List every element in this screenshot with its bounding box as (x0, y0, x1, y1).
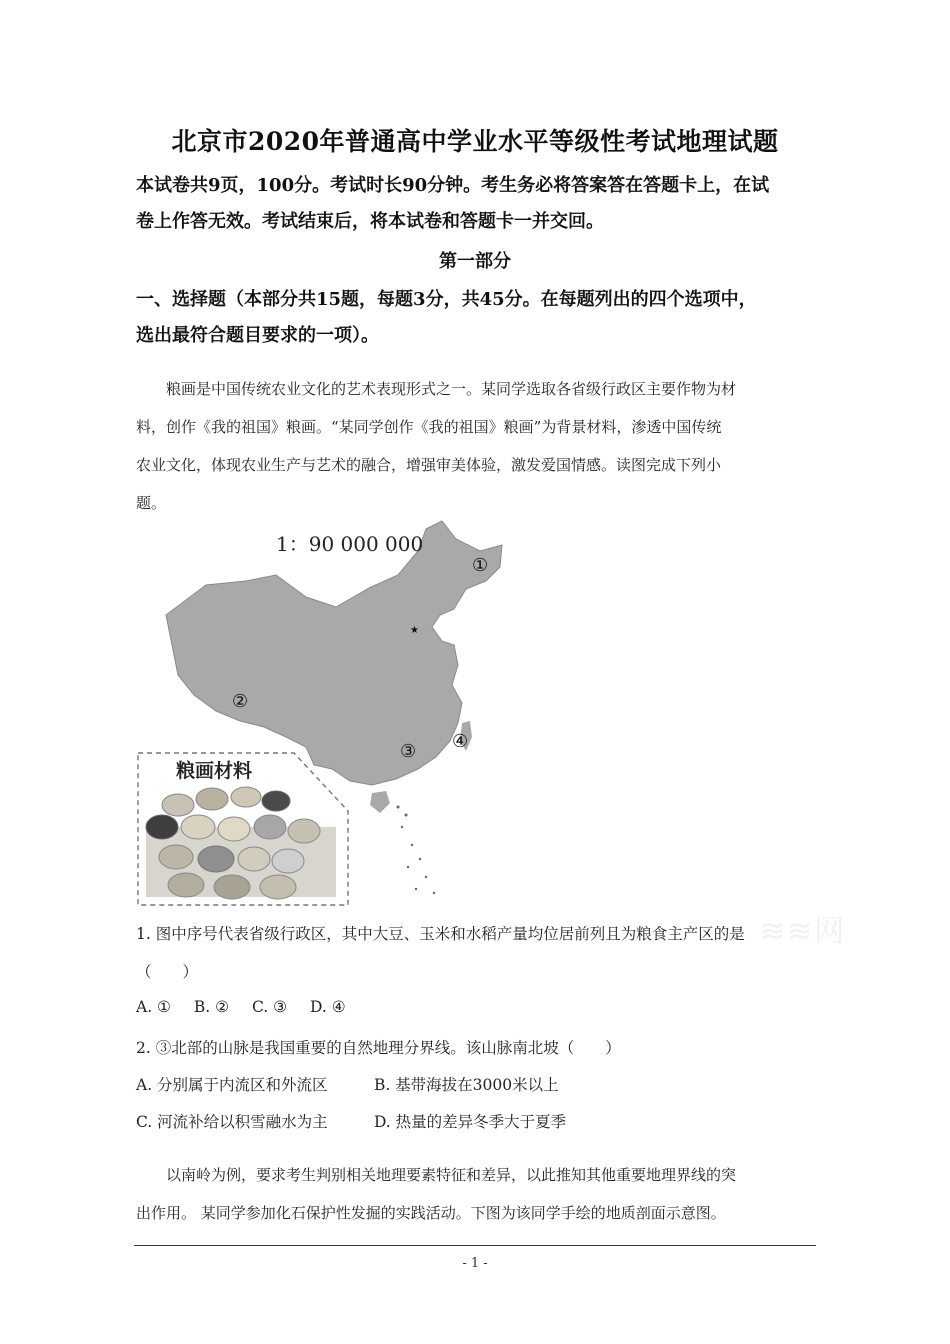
footer-divider (134, 1245, 816, 1246)
china-map-figure (136, 515, 516, 910)
question-2-options-row2 (136, 1110, 566, 1132)
option-d[interactable]: D. 热量的差异冬季大于夏季 (373, 1113, 567, 1131)
marker-4: ④ (452, 731, 469, 752)
option-b[interactable]: B. 基带海拔在3000米以上 (373, 1076, 559, 1094)
passage-line: 以南岭为例，要求考生判别相关地理要素特征和差异，以此推知其他重要地理界线的突 (166, 1166, 737, 1184)
inset-title: 粮画材料 (176, 760, 253, 782)
passage-line: 料，创作《我的祖国》粮画。“某同学创作《我的祖国》粮画”为背景材料，渗透中国传统 (136, 418, 722, 436)
option-c[interactable]: C. 河流补给以积雪融水为主 (136, 1113, 328, 1131)
question-2-stem: 2. ③北部的山脉是我国重要的自然地理分界线。该山脉南北坡（ ） (136, 1039, 621, 1057)
page-number: - 1 - (462, 1256, 488, 1271)
page-title: 北京市2020年普通高中学业水平等级性考试地理试题 (171, 127, 779, 156)
question-1-paren: （ ） (136, 963, 199, 981)
instruction-line: 卷上作答无效。考试结束后，将本试卷和答题卡一并交回。 (136, 211, 604, 232)
hainan-island (370, 791, 390, 813)
question-1-options (136, 998, 364, 1016)
option-d[interactable]: D. ④ (309, 998, 346, 1016)
instruction-line: 本试卷共9页，100分。考试时长90分钟。考生务必将答案答在答题卡上，在试 (136, 175, 770, 196)
passage-grain-painting (136, 370, 816, 522)
map-scale: 1：90 000 000 (276, 532, 424, 556)
passage-fossil (136, 1156, 816, 1232)
passage-line: 出作用。 某同学参加化石保护性发掘的实践活动。下图为该同学手绘的地质剖面示意图。 (136, 1204, 726, 1222)
exam-instructions (136, 168, 826, 240)
option-b[interactable]: B. ② (193, 998, 230, 1016)
marker-1: ① (472, 555, 489, 576)
passage-line: 粮画是中国传统农业文化的艺术表现形式之一。某同学选取各省级行政区主要作物为材 (166, 380, 737, 398)
marker-3: ③ (400, 741, 417, 762)
section-heading-line: 选出最符合题目要求的一项）。 (136, 325, 379, 346)
option-a[interactable]: A. 分别属于内流区和外流区 (136, 1076, 328, 1094)
passage-line: 题。 (136, 494, 167, 512)
part-heading: 第一部分 (439, 251, 511, 272)
option-c[interactable]: C. ③ (251, 998, 288, 1016)
capital-star-icon: ★ (410, 625, 419, 636)
section-heading (136, 282, 826, 354)
south-sea-islands (397, 806, 436, 895)
marker-2: ② (232, 691, 249, 712)
question-2-options-row1 (136, 1073, 559, 1095)
question-1-stem: 1. 图中序号代表省级行政区，其中大豆、玉米和水稻产量均位居前列且为粮食主产区的是 (136, 925, 745, 943)
section-heading-line: 一、选择题（本部分共15题，每题3分，共45分。在每题列出的四个选项中， (136, 289, 757, 310)
option-a[interactable]: A. ① (136, 998, 171, 1016)
watermark: ≋≋网 (760, 914, 847, 949)
passage-line: 农业文化，体现农业生产与艺术的融合，增强审美体验，激发爱国情感。读图完成下列小 (136, 456, 722, 474)
